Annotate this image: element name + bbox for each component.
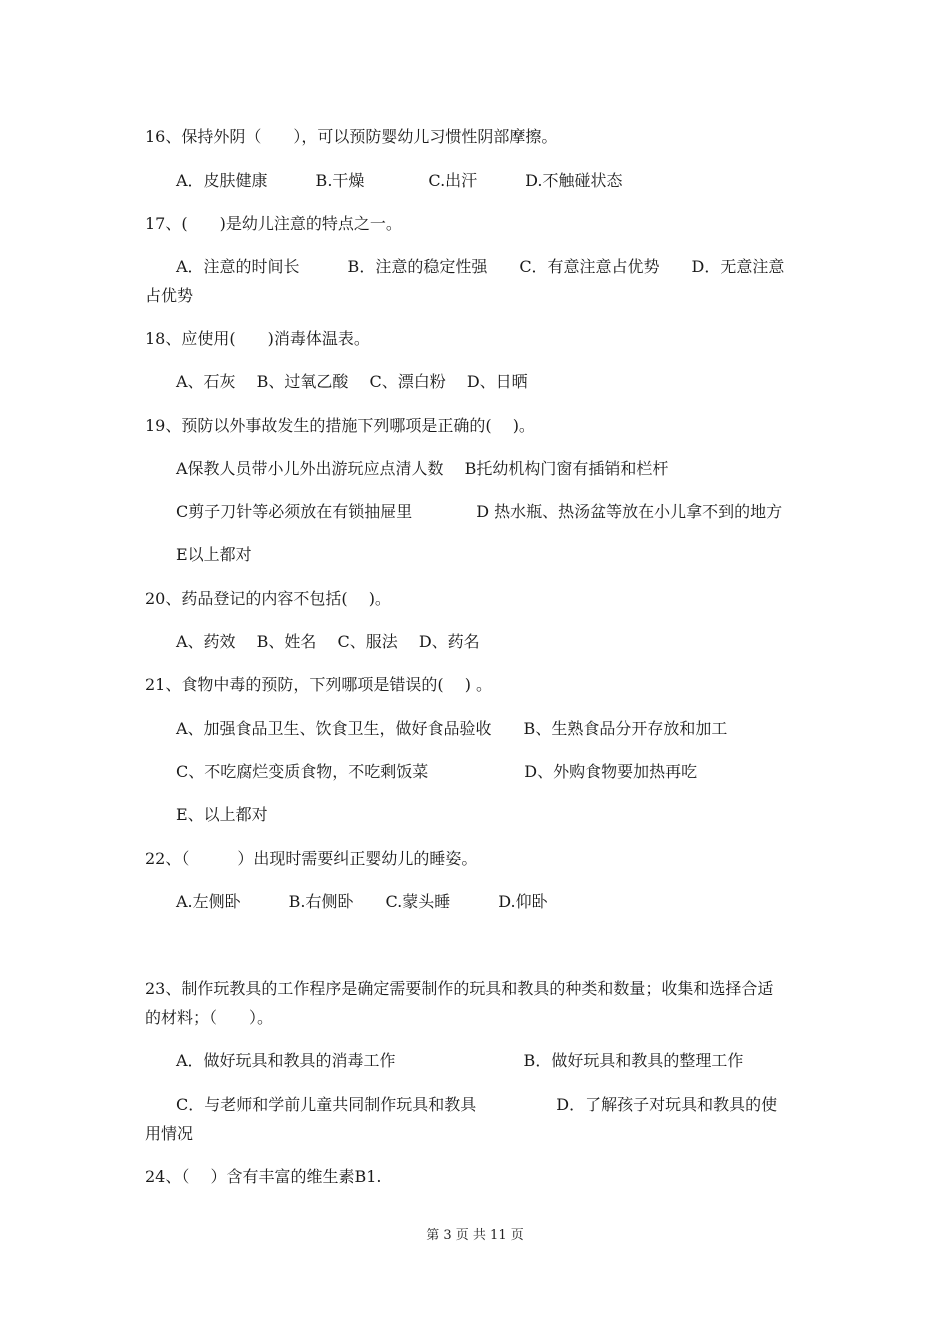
question-20-options: A、药效 B、姓名 C、服法 D、药名 bbox=[176, 632, 480, 651]
question-17-options-line1: A．注意的时间长 B．注意的稳定性强 C．有意注意占优势 D．无意注意 bbox=[176, 257, 785, 276]
question-19-options-line1: A保教人员带小儿外出游玩应点清人数 B托幼机构门窗有插销和栏杆 bbox=[176, 459, 669, 478]
question-21-options-line2: C、不吃腐烂变质食物，不吃剩饭菜 D、外购食物要加热再吃 bbox=[176, 762, 698, 781]
question-23-stem-line2: 的材料；（ ）。 bbox=[145, 1008, 274, 1027]
question-19-options-line3: E以上都对 bbox=[176, 545, 252, 564]
question-18-options: A、石灰 B、过氧乙酸 C、漂白粉 D、日晒 bbox=[176, 372, 528, 391]
page-number-footer: 第 3 页 共 11 页 bbox=[426, 1228, 524, 1243]
question-23-stem-line1: 23、制作玩教具的工作程序是确定需要制作的玩具和教具的种类和数量；收集和选择合适 bbox=[145, 979, 774, 998]
question-21-stem: 21、食物中毒的预防，下列哪项是错误的( ) 。 bbox=[145, 675, 493, 694]
question-16-options: A．皮肤健康 B.干燥 C.出汗 D.不触碰状态 bbox=[176, 171, 623, 190]
question-21-options-line3: E、以上都对 bbox=[176, 805, 268, 824]
question-20-stem: 20、药品登记的内容不包括( )。 bbox=[145, 589, 391, 608]
question-22-options: A.左侧卧 B.右侧卧 C.蒙头睡 D.仰卧 bbox=[176, 892, 548, 911]
question-19-stem: 19、预防以外事故发生的措施下列哪项是正确的( )。 bbox=[145, 416, 535, 435]
question-23-options-line1: A．做好玩具和教具的消毒工作 B．做好玩具和教具的整理工作 bbox=[176, 1051, 744, 1070]
question-21-options-line1: A、加强食品卫生、饮食卫生，做好食品验收 B、生熟食品分开存放和加工 bbox=[176, 719, 728, 738]
question-24-stem: 24、（ ）含有丰富的维生素B1. bbox=[145, 1167, 382, 1186]
question-19-options-line2: C剪子刀针等必须放在有锁抽屉里 D 热水瓶、热汤盆等放在小儿拿不到的地方 bbox=[176, 502, 783, 521]
question-17-stem: 17、( )是幼儿注意的特点之一。 bbox=[145, 214, 402, 233]
question-18-stem: 18、应使用( )消毒体温表。 bbox=[145, 329, 370, 348]
question-23-options-line3: 用情况 bbox=[145, 1124, 194, 1143]
question-23-options-line2: C．与老师和学前儿童共同制作玩具和教具 D．了解孩子对玩具和教具的使 bbox=[176, 1095, 778, 1114]
question-17-options-line2: 占优势 bbox=[145, 286, 194, 305]
question-22-stem: 22、（ ）出现时需要纠正婴幼儿的睡姿。 bbox=[145, 849, 478, 868]
question-16-stem: 16、保持外阴（ ），可以预防婴幼儿习惯性阴部摩擦。 bbox=[145, 127, 558, 146]
